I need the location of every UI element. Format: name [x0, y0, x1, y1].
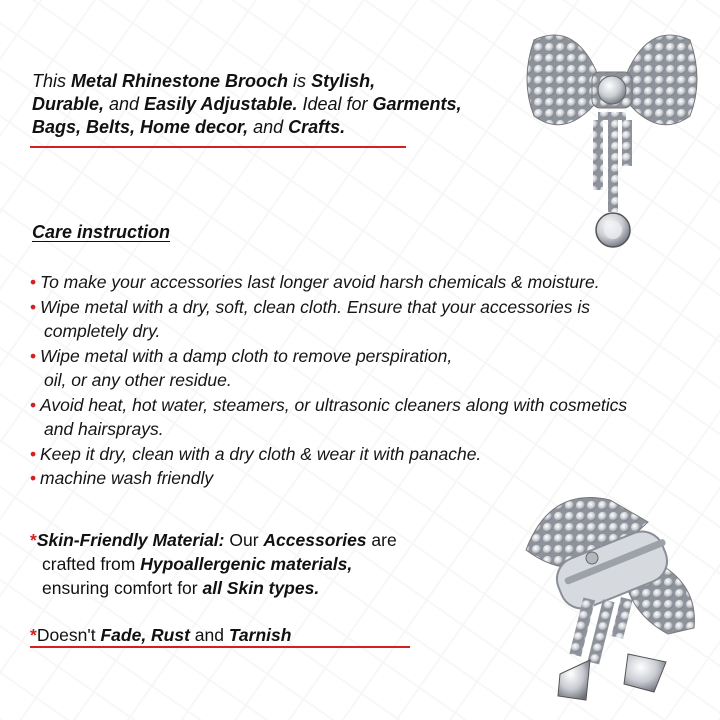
no-fade-text: *Doesn't Fade, Rust and Tarnish: [30, 625, 292, 645]
brooch-front-image: [522, 20, 702, 250]
care-bullet-item: [30, 344, 670, 393]
care-bullet-text: Avoid heat, hot water, steamers, or ultrasonic cleaners along with cosmetics: [40, 394, 628, 415]
care-bullet-text: To make your accessories last longer avoid harsh chemicals & moisture.: [40, 272, 600, 292]
divider-intro: [30, 146, 406, 148]
care-bullet-item: [30, 393, 670, 442]
care-bullet-text: and hairsprays.: [44, 419, 164, 439]
intro-text: This Metal Rhinestone Brooch is Stylish, Durable, and Easily Adjustable. Ideal for Garments, Bags, Belts, Home decor, and Crafts.: [32, 71, 462, 137]
care-instruction-heading: Care instruction: [32, 222, 171, 242]
care-bullet-text: Wipe metal with a dry, soft, clean cloth. Ensure that your accessories is: [40, 296, 591, 317]
brooch-back-image: [498, 478, 698, 710]
care-bullet-item: [30, 442, 670, 467]
care-bullet-item: [30, 295, 670, 344]
care-bullet-item: [30, 270, 670, 295]
bullet-dot-icon: •: [30, 272, 37, 292]
care-bullet-text: machine wash friendly: [40, 468, 214, 488]
bullet-dot-icon: •: [30, 394, 37, 415]
care-bullet-text: completely dry.: [44, 321, 161, 341]
bullet-dot-icon: •: [30, 296, 37, 317]
bullet-dot-icon: •: [30, 345, 37, 366]
skin-friendly-text: *Skin-Friendly Material: Our Accessories are crafted from Hypoallergenic materials, ensuring comfort for all Skin types.: [30, 530, 397, 598]
care-bullet-text: oil, or any other residue.: [44, 370, 232, 390]
bullet-dot-icon: •: [30, 468, 37, 488]
care-instruction-list: [30, 270, 670, 491]
bullet-dot-icon: •: [30, 443, 37, 464]
care-bullet-text: Wipe metal with a damp cloth to remove perspiration,: [40, 345, 453, 366]
care-bullet-text: Keep it dry, clean with a dry cloth & wear it with panache.: [40, 443, 482, 464]
divider-bottom: [30, 646, 410, 648]
